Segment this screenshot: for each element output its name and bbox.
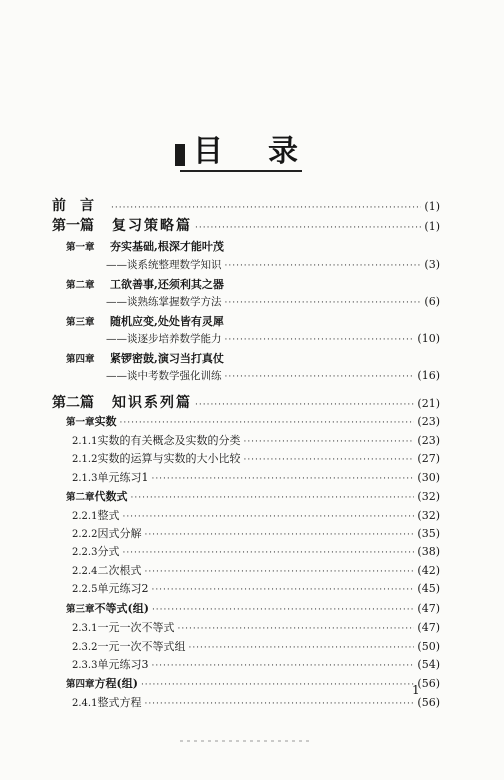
dot-leader <box>111 203 421 213</box>
toc-entry-page: (47) <box>417 621 440 634</box>
toc-entry-title: 工欲善事,还须利其之器 <box>110 278 224 291</box>
toc-entry-sub <box>106 368 440 383</box>
toc-entry-label: 第二章 <box>66 492 95 503</box>
toc-entry-part <box>52 215 440 235</box>
toc-entry-label: 2.3.1 <box>72 623 98 634</box>
dot-leader <box>243 455 414 465</box>
toc-entry-page: (23) <box>417 415 440 428</box>
toc-entry-page: (1) <box>424 220 440 233</box>
toc-entry-page: (38) <box>417 545 440 558</box>
dot-leader <box>141 680 414 690</box>
toc-entry-label: 第二篇 <box>52 395 94 411</box>
toc-entry-label: 2.2.1 <box>72 511 98 522</box>
toc-entry-sec <box>72 619 440 635</box>
toc-entry-page: (56) <box>417 677 440 690</box>
toc-entry-label: 第四章 <box>66 679 95 690</box>
dot-leader <box>243 437 414 447</box>
toc-entry-chapter <box>66 350 440 366</box>
toc-entry-title: 一元一次不等式组 <box>97 640 186 653</box>
toc-entry-title: 不等式(组) <box>94 602 149 615</box>
toc-entry-label: 第三章 <box>66 604 95 615</box>
toc-entry-title: 二次根式 <box>97 564 142 577</box>
toc-entry-label: 2.2.2 <box>72 529 98 540</box>
toc-entry-title: 一元一次不等式 <box>97 621 175 634</box>
toc-entry-label: 前言 <box>52 198 108 214</box>
toc-entry-title: 方程(组) <box>94 677 138 690</box>
toc-entry-chapter <box>66 488 440 504</box>
toc-entry-sec <box>72 432 440 448</box>
toc-entry-page: (42) <box>417 564 440 577</box>
toc-entry-page: (30) <box>417 471 440 484</box>
toc-entry-title: 整式 <box>97 509 120 522</box>
toc-entry-sec <box>72 562 440 578</box>
toc-entry-title: ——谈逐步培养数学能力 <box>106 333 222 345</box>
toc-entry-label: 2.1.2 <box>72 454 98 465</box>
toc-entry-title: 知识系列篇 <box>112 395 192 411</box>
toc-entry-sub <box>106 294 440 309</box>
toc-entry-title: 紧锣密鼓,演习当打真仗 <box>110 352 224 365</box>
toc-entry-page: (50) <box>417 640 440 653</box>
toc-entry-chapter <box>66 600 440 616</box>
toc-entry-label: 2.3.3 <box>72 660 98 671</box>
dot-leader <box>225 298 422 308</box>
toc-entry-label: 2.4.1 <box>72 698 98 709</box>
toc-entry-title: 夯实基础,根深才能叶茂 <box>110 240 224 253</box>
dot-leader <box>188 643 414 653</box>
toc-entry-page: (56) <box>417 696 440 709</box>
page-number: 1 <box>412 683 420 697</box>
toc-entry-page: (45) <box>417 582 440 595</box>
toc-entry-chapter <box>66 675 440 691</box>
toc-entry-sub <box>106 331 440 346</box>
toc-entry-title: 单元练习2 <box>97 582 149 595</box>
toc-entry-chapter <box>66 313 440 329</box>
dot-leader <box>151 474 414 484</box>
toc-entry-title: 整式方程 <box>97 696 142 709</box>
toc-entry-preface <box>52 195 440 215</box>
toc-entry-title: 实数 <box>94 415 117 428</box>
dot-leader <box>195 223 421 233</box>
toc-entry-page: (3) <box>424 258 440 271</box>
toc-entry-page: (32) <box>417 509 440 522</box>
dot-leader <box>225 261 422 271</box>
toc-entry-sec <box>72 543 440 559</box>
toc-entry-sec <box>72 656 440 672</box>
dot-leader <box>151 661 414 671</box>
dot-leader <box>122 512 414 522</box>
toc-entry-part <box>52 392 440 412</box>
dot-leader <box>122 548 414 558</box>
toc-entry-label: 2.1.1 <box>72 436 98 447</box>
dot-leader <box>177 624 414 634</box>
toc-entry-sec <box>72 580 440 596</box>
toc-entry-title: ——谈中考数学强化训练 <box>106 370 222 382</box>
toc-entry-sec <box>72 507 440 523</box>
toc-entry-title: ——谈熟练掌握数学方法 <box>106 296 222 308</box>
toc-entry-label: 第四章 <box>66 354 95 365</box>
toc-entry-label: 第三章 <box>66 317 95 328</box>
toc-entry-title: 代数式 <box>94 490 128 503</box>
toc-entry-label: 第一篇 <box>52 218 94 234</box>
dot-leader <box>225 372 415 382</box>
toc-entry-title: 复习策略篇 <box>112 218 192 234</box>
dot-leader <box>131 493 415 503</box>
toc-entry-label: 2.1.3 <box>72 473 98 484</box>
scan-specks <box>180 740 310 742</box>
toc-entry-page: (21) <box>417 397 440 410</box>
dot-leader <box>144 567 414 577</box>
toc-entry-label: 2.2.5 <box>72 584 98 595</box>
toc-entry-title: 随机应变,处处皆有灵犀 <box>110 315 224 328</box>
toc-entry-page: (16) <box>417 369 440 382</box>
toc-entry-sec <box>72 450 440 466</box>
toc-entry-label: 第一章 <box>66 417 95 428</box>
toc-entry-page: (6) <box>424 295 440 308</box>
toc-entry-page: (35) <box>417 527 440 540</box>
toc-entry-title: 实数的运算与实数的大小比较 <box>97 452 241 465</box>
toc-entry-title: ——谈系统整理数学知识 <box>106 259 222 271</box>
title-char-2: 录 <box>268 134 298 169</box>
toc-entry-title: 单元练习3 <box>97 658 149 671</box>
toc-entry-label: 第二章 <box>66 280 95 291</box>
toc-entry-page: (32) <box>417 490 440 503</box>
dot-leader <box>144 530 414 540</box>
toc-entry-sec <box>72 525 440 541</box>
toc-entry-chapter <box>66 238 440 254</box>
dot-leader <box>120 418 415 428</box>
toc-entry-label: 2.2.3 <box>72 547 98 558</box>
toc-entry-sec <box>72 694 440 710</box>
toc-entry-sec <box>72 469 440 485</box>
toc-entry-chapter <box>66 276 440 292</box>
toc-entry-page: (1) <box>424 200 440 213</box>
toc-entry-label: 2.2.4 <box>72 566 98 577</box>
toc-entry-title: 分式 <box>97 545 120 558</box>
dot-leader <box>151 585 414 595</box>
toc-entry-page: (10) <box>417 332 440 345</box>
toc-entry-page: (47) <box>417 602 440 615</box>
dot-leader <box>152 605 414 615</box>
dot-leader <box>225 335 415 345</box>
toc-entry-page: (54) <box>417 658 440 671</box>
toc-entry-title: 实数的有关概念及实数的分类 <box>97 434 241 447</box>
toc-entry-sec <box>72 638 440 654</box>
dot-leader <box>195 400 414 410</box>
toc-entry-sub <box>106 257 440 272</box>
toc-entry-page: (27) <box>417 452 440 465</box>
toc-entry-page: (23) <box>417 434 440 447</box>
toc-entry-chapter <box>66 413 440 429</box>
toc-entry-label: 第一章 <box>66 242 95 253</box>
title-char-1: 目 <box>193 134 223 169</box>
toc-entry-title: 因式分解 <box>97 527 142 540</box>
toc-entry-label: 2.3.2 <box>72 642 98 653</box>
toc-entry-title: 单元练习1 <box>97 471 149 484</box>
dot-leader <box>144 699 414 709</box>
